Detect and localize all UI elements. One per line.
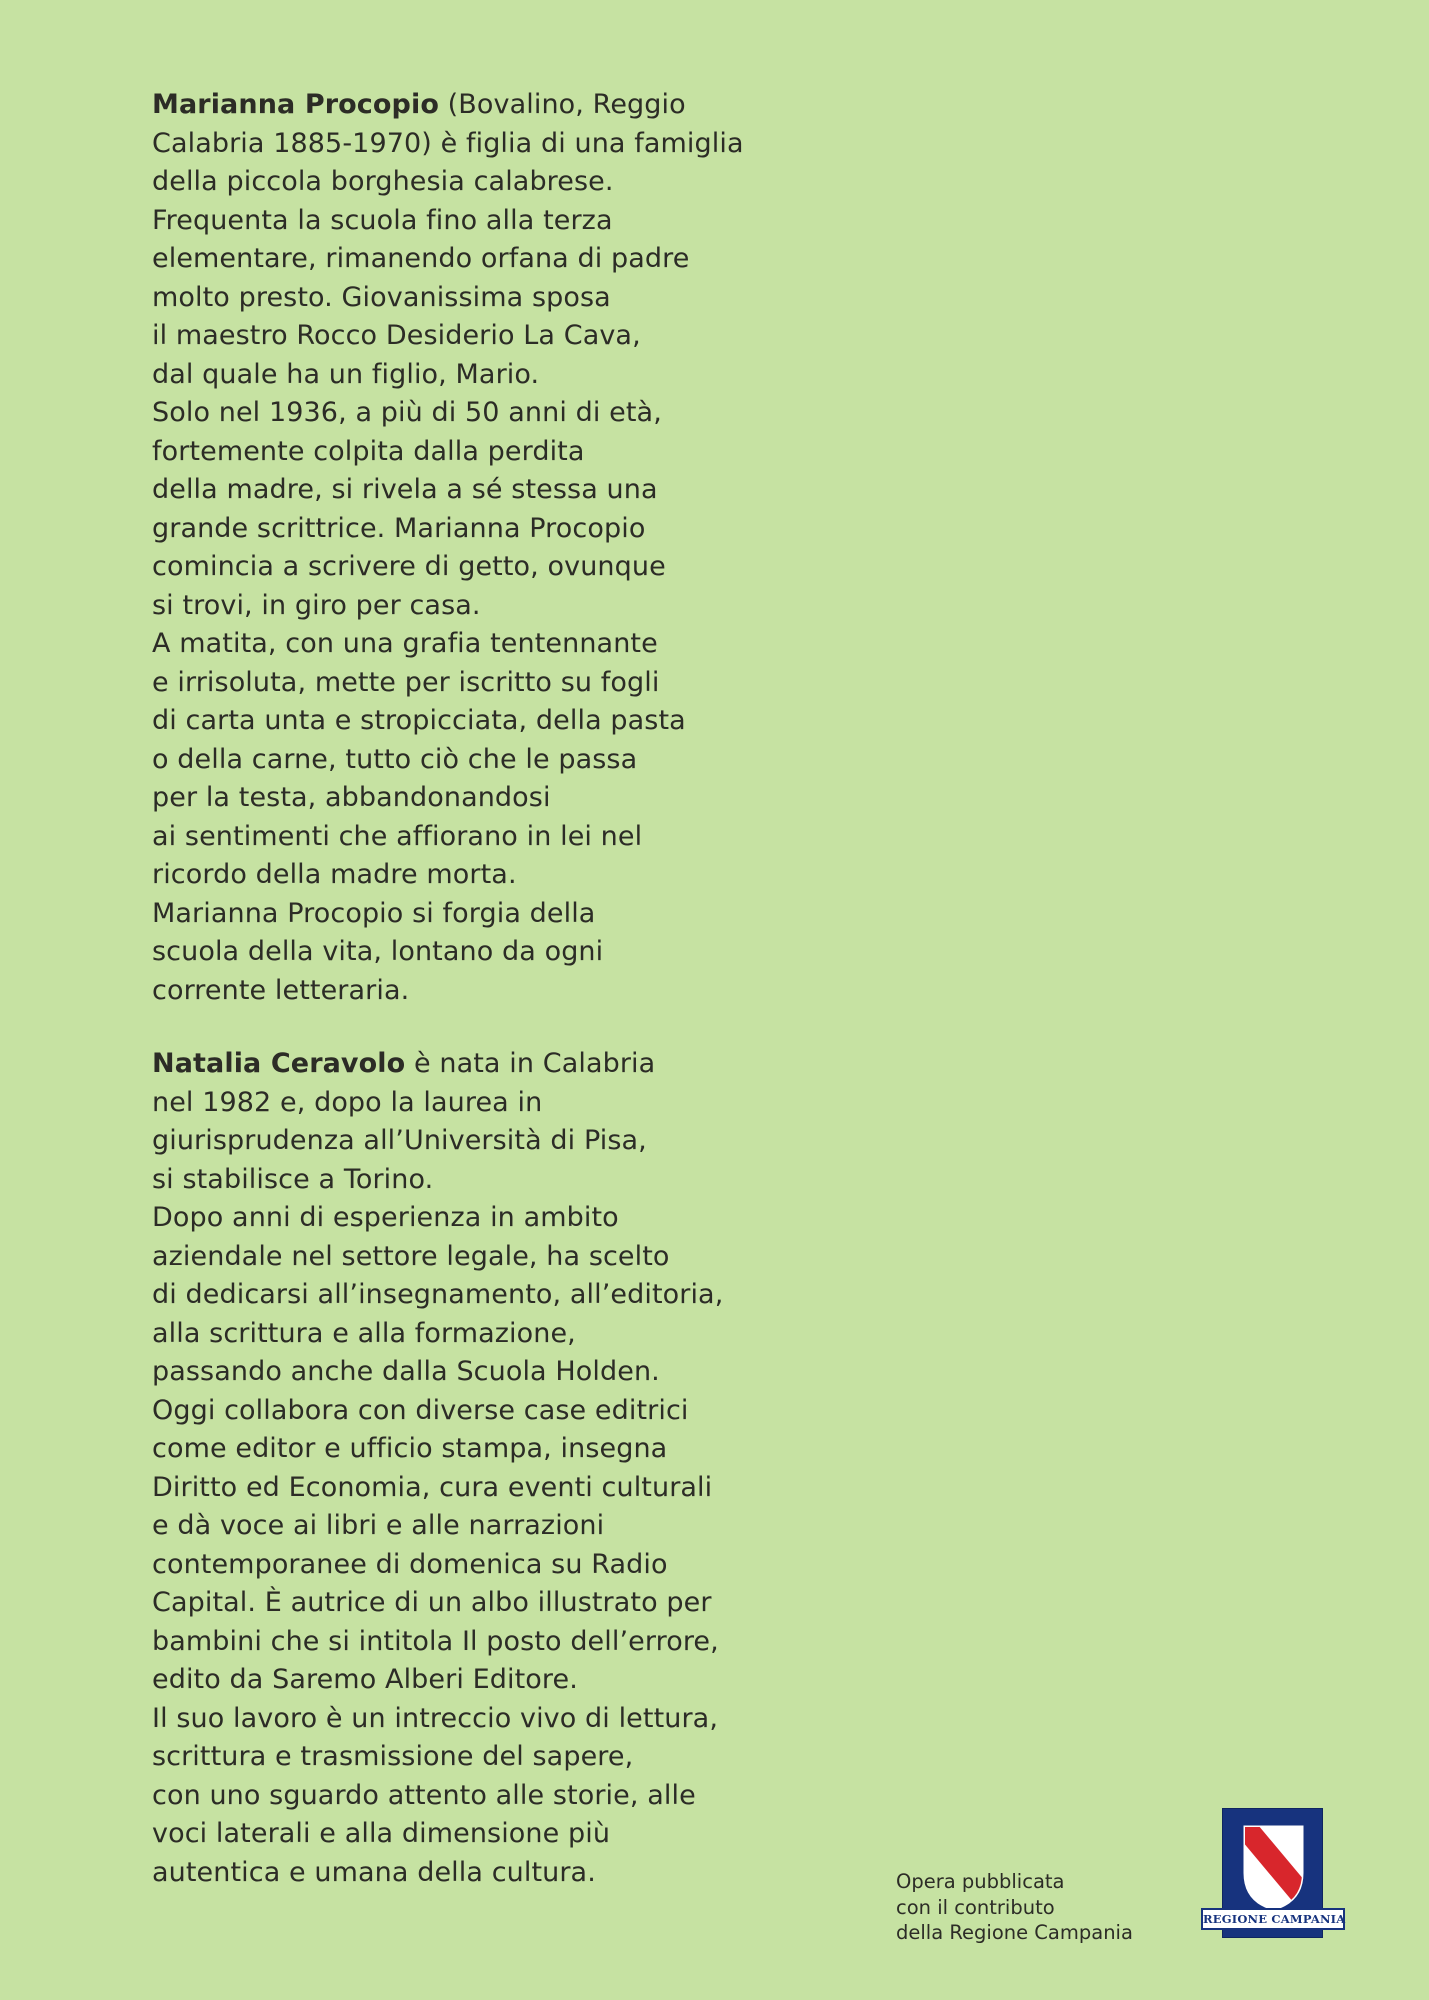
bio-line: della madre, si rivela a sé stessa una: [152, 474, 658, 505]
publication-credit: [896, 1869, 1196, 1946]
logo-label: REGIONE CAMPANIA: [1201, 1908, 1345, 1930]
bio-line: per la testa, abbandonandosi: [152, 782, 551, 813]
bio-natalia-ceravolo: [152, 1045, 812, 1892]
bio-line: passando anche dalla Scuola Holden.: [152, 1356, 660, 1387]
bio-marianna-procopio: [152, 86, 812, 1010]
bio-line: si stabilisce a Torino.: [152, 1163, 434, 1195]
bio-line: aziendale nel settore legale, ha scelto: [152, 1240, 670, 1272]
bio-line: Marianna Procopio si forgia della: [152, 897, 596, 929]
bio-line: voci laterali e alla dimensione più: [152, 1818, 611, 1849]
bio-line: della piccola borghesia calabrese.: [152, 166, 614, 197]
bio-line: Calabria 1885-1970) è figlia di una famiglia: [152, 127, 744, 159]
bio-line: di dedicarsi all’insegnamento, all’editoria,: [152, 1279, 724, 1310]
bio-line: si trovi, in giro per casa.: [152, 589, 481, 621]
bio-line: scrittura e trasmissione del sapere,: [152, 1741, 634, 1772]
bio-line: e dà voce ai libri e alle narrazioni: [152, 1510, 605, 1541]
credit-line: Opera pubblicata: [896, 1870, 1065, 1893]
author-name: Natalia Ceravolo: [152, 1048, 406, 1079]
bio-line: corrente letteraria.: [152, 974, 410, 1006]
bio-line: autentica e umana della cultura.: [152, 1856, 596, 1888]
bio-line: Oggi collabora con diverse case editrici: [152, 1394, 689, 1426]
bio-line: giurisprudenza all’Università di Pisa,: [152, 1125, 647, 1156]
bio-line: grande scrittrice. Marianna Procopio: [152, 512, 646, 544]
bio-first-line-text: (Bovalino, Reggio: [438, 89, 686, 120]
bio-line: A matita, con una grafia tentennante: [152, 628, 658, 659]
bio-first-line: [152, 86, 812, 125]
credit-line: della Regione Campania: [896, 1921, 1133, 1944]
bio-line: alla scrittura e alla formazione,: [152, 1317, 576, 1349]
bio-line: molto presto. Giovanissima sposa: [152, 281, 611, 313]
bio-line: comincia a scrivere di getto, ovunque: [152, 551, 666, 582]
regione-campania-logo: [1201, 1806, 1345, 1941]
bio-line: nel 1982 e, dopo la laurea in: [152, 1086, 543, 1118]
bio-line: Solo nel 1936, a più di 50 anni di età,: [152, 397, 662, 428]
bio-line: fortemente colpita dalla perdita: [152, 435, 585, 467]
bio-line: contemporanee di domenica su Radio: [152, 1548, 668, 1580]
credit-line: con il contributo: [896, 1895, 1055, 1919]
bio-line: il maestro Rocco Desiderio La Cava,: [152, 320, 641, 351]
bio-line: e irrisoluta, mette per iscritto su fogli: [152, 666, 660, 698]
bio-line: Capital. È autrice di un albo illustrato per: [152, 1587, 712, 1618]
bio-line: o della carne, tutto ciò che le passa: [152, 743, 638, 775]
bio-line: di carta unta e stropicciata, della pasta: [152, 705, 686, 736]
bio-line: edito da Saremo Alberi Editore.: [152, 1664, 578, 1695]
bio-line: Il suo lavoro è un intreccio vivo di lettura,: [152, 1702, 719, 1734]
bio-line: scuola della vita, lontano da ogni: [152, 936, 604, 967]
bio-line: ricordo della madre morta.: [152, 859, 517, 890]
bio-line: Dopo anni di esperienza in ambito: [152, 1202, 619, 1233]
bio-line: Diritto ed Economia, cura eventi culturali: [152, 1471, 713, 1503]
bio-line: ai sentimenti che affiorano in lei nel: [152, 820, 643, 852]
bio-first-line-text: è nata in Calabria: [405, 1048, 656, 1079]
bio-line: dal quale ha un figlio, Mario.: [152, 358, 540, 390]
bio-line: Frequenta la scuola fino alla terza: [152, 204, 613, 236]
bio-line: elementare, rimanendo orfana di padre: [152, 243, 690, 274]
bio-line: come editor e ufficio stampa, insegna: [152, 1433, 668, 1464]
author-name: Marianna Procopio: [152, 89, 439, 120]
bio-first-line: [152, 1045, 812, 1084]
bio-line: bambini che si intitola Il posto dell’errore,: [152, 1625, 719, 1657]
bio-line: con uno sguardo attento alle storie, alle: [152, 1779, 696, 1811]
